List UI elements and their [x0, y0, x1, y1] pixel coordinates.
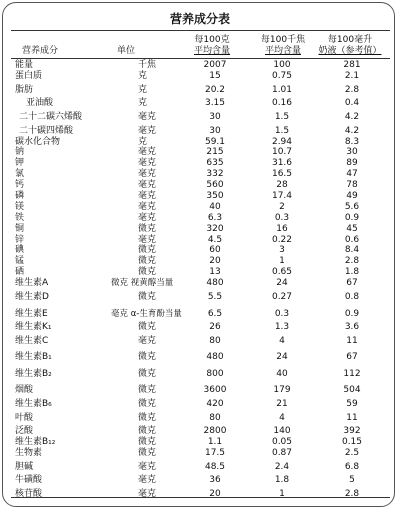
row-value-per-100kj: 24	[276, 352, 288, 363]
row-unit: 毫克 α-生育酚当量	[111, 308, 182, 319]
row-value-per-100ml: 0.9	[344, 308, 360, 319]
row-value-per-100ml: 0.15	[341, 437, 363, 448]
row-unit: 微克	[138, 437, 157, 448]
row-value-per-100ml: 2.5	[344, 448, 360, 459]
row-name: 铜	[15, 223, 25, 234]
row-value-per-100g: 20	[209, 256, 221, 267]
row-name: 碳水化合物	[15, 136, 61, 147]
row-value-per-100ml: 47	[346, 169, 358, 180]
row-value-per-100g: 5.5	[207, 292, 223, 303]
table-row	[11, 235, 390, 246]
row-value-per-100g: 48.5	[204, 461, 226, 472]
row-unit: 毫克	[138, 335, 157, 346]
row-name: 钾	[15, 158, 25, 169]
row-value-per-100kj: 40	[276, 368, 288, 379]
row-value-per-100kj: 16	[276, 223, 288, 234]
row-value-per-100g: 13	[209, 267, 221, 278]
row-value-per-100g: 30	[209, 125, 221, 136]
row-value-per-100kj: 0.27	[271, 292, 293, 303]
row-name: 维生素C	[15, 335, 49, 346]
row-name: 维生素B₆	[15, 398, 52, 409]
row-value-per-100kj: 140	[273, 426, 291, 437]
table-row	[11, 82, 390, 99]
row-value-per-100ml: 2.8	[344, 256, 360, 267]
row-value-per-100kj: 1.3	[274, 322, 290, 333]
table-row	[11, 306, 390, 323]
row-unit: 微克	[138, 267, 157, 278]
row-value-per-100ml: 67	[346, 352, 358, 363]
table-row	[11, 437, 390, 448]
row-value-per-100ml: 5	[349, 475, 355, 486]
row-name: 亚油酸	[26, 98, 54, 109]
row-unit: 毫克	[138, 201, 157, 212]
row-name: 维生素A	[15, 278, 49, 289]
row-value-per-100kj: 2.94	[271, 136, 293, 147]
row-unit: 克	[138, 136, 148, 147]
row-name: 碘	[15, 245, 25, 256]
row-value-per-100g: 4.5	[207, 234, 223, 245]
row-name: 泛酸	[15, 426, 34, 437]
row-unit: 毫克	[138, 158, 157, 169]
row-value-per-100g: 480	[206, 352, 224, 363]
row-unit: 毫克	[138, 234, 157, 245]
row-name: 牛磺酸	[15, 475, 43, 486]
table-body	[11, 60, 390, 503]
row-name: 叶酸	[15, 412, 34, 423]
row-value-per-100g: 332	[206, 169, 224, 180]
row-value-per-100g: 60	[209, 245, 221, 256]
row-value-per-100kj: 0.3	[274, 212, 290, 223]
row-name: 胆碱	[15, 461, 34, 472]
row-value-per-100ml: 4.2	[344, 125, 360, 136]
row-name: 维生素B₁	[15, 352, 52, 363]
header-unit: 单位	[117, 46, 136, 56]
row-unit: 克	[138, 98, 148, 109]
table-row	[11, 486, 390, 503]
row-value-per-100ml: 2.8	[344, 84, 360, 95]
table-row	[11, 202, 390, 213]
row-unit: 微克	[138, 292, 157, 303]
row-name: 锌	[15, 234, 25, 245]
row-unit: 微克	[138, 245, 157, 256]
row-value-per-100ml: 2.1	[344, 70, 360, 81]
table-row	[11, 126, 390, 137]
row-value-per-100ml: 6.8	[344, 461, 360, 472]
table-row	[11, 349, 390, 366]
row-unit: 毫克	[138, 169, 157, 180]
row-value-per-100kj: 2.4	[274, 461, 290, 472]
table-row	[11, 410, 390, 427]
row-value-per-100ml: 281	[343, 60, 361, 70]
row-value-per-100ml: 0.4	[344, 98, 360, 109]
row-name: 铁	[15, 212, 25, 223]
row-name: 生物素	[15, 448, 43, 459]
row-value-per-100ml: 4.2	[344, 112, 360, 123]
row-value-per-100g: 350	[206, 191, 224, 202]
row-name: 蛋白质	[15, 70, 43, 81]
row-value-per-100g: 2007	[203, 60, 227, 70]
row-unit: 微克	[138, 385, 157, 396]
table-row	[11, 158, 390, 169]
row-value-per-100kj: 4	[279, 335, 285, 346]
row-value-per-100g: 20	[209, 489, 221, 500]
row-unit: 微克	[138, 412, 157, 423]
table-row	[11, 169, 390, 180]
row-value-per-100kj: 1	[279, 256, 285, 267]
table-row	[11, 459, 390, 476]
row-name: 硒	[15, 267, 25, 278]
row-value-per-100ml: 392	[343, 426, 361, 437]
row-value-per-100ml: 2.8	[344, 489, 360, 500]
table-row	[11, 191, 390, 202]
row-value-per-100g: 6.3	[207, 212, 223, 223]
row-unit: 毫克	[138, 112, 157, 123]
row-unit: 微克	[138, 223, 157, 234]
row-value-per-100g: 80	[209, 335, 221, 346]
row-value-per-100kj: 2	[279, 201, 285, 212]
row-value-per-100g: 3600	[203, 385, 227, 396]
row-value-per-100ml: 30	[346, 147, 358, 158]
row-value-per-100g: 420	[206, 398, 224, 409]
row-value-per-100kj: 1.8	[274, 475, 290, 486]
row-value-per-100kj: 100	[273, 60, 291, 70]
row-value-per-100ml: 3.6	[344, 322, 360, 333]
row-value-per-100ml: 11	[346, 335, 358, 346]
row-value-per-100ml: 59	[346, 398, 358, 409]
table-row	[11, 278, 390, 289]
row-value-per-100kj: 1.01	[271, 84, 293, 95]
table-header	[0, 31, 400, 58]
row-value-per-100ml: 11	[346, 412, 358, 423]
row-value-per-100ml: 49	[346, 191, 358, 202]
row-unit: 微克	[138, 256, 157, 267]
row-value-per-100kj: 31.6	[271, 158, 293, 169]
row-value-per-100kj: 179	[273, 385, 291, 396]
header-per-100kj: 每100千焦 平均含量	[260, 35, 306, 56]
row-name: 烟酸	[15, 385, 34, 396]
table-row	[11, 180, 390, 191]
table-row	[11, 213, 390, 224]
header-name: 营养成分	[22, 46, 59, 56]
row-value-per-100g: 2800	[203, 426, 227, 437]
row-name: 磷	[15, 191, 25, 202]
table-row	[11, 333, 390, 350]
table-row	[11, 382, 390, 399]
row-value-per-100g: 320	[206, 223, 224, 234]
table-row	[11, 98, 390, 109]
header-per-100ml: 每100毫升 奶液（参考值）	[318, 35, 382, 56]
row-value-per-100g: 40	[209, 201, 221, 212]
row-value-per-100kj: 0.75	[271, 70, 293, 81]
row-unit: 毫克	[138, 180, 157, 191]
table-row	[11, 60, 390, 71]
row-name: 维生素K₁	[15, 322, 52, 333]
row-name: 维生素B₂	[15, 368, 52, 379]
row-value-per-100kj: 21	[276, 398, 288, 409]
table-row	[11, 245, 390, 256]
row-value-per-100g: 15	[209, 70, 221, 81]
row-value-per-100kj: 0.65	[271, 267, 293, 278]
row-value-per-100kj: 16.5	[271, 169, 293, 180]
table-row	[11, 322, 390, 333]
table-row	[11, 147, 390, 158]
row-unit: 克	[138, 84, 148, 95]
row-value-per-100ml: 0.8	[344, 292, 360, 303]
row-value-per-100g: 800	[206, 368, 224, 379]
header-per-100g: 每100克 平均含量	[193, 35, 230, 56]
row-name: 氯	[15, 169, 25, 180]
row-value-per-100kj: 0.22	[271, 234, 293, 245]
row-unit: 毫克	[138, 489, 157, 500]
row-value-per-100ml: 504	[343, 385, 361, 396]
header-rule	[11, 58, 390, 59]
row-value-per-100kj: 17.4	[271, 191, 293, 202]
table-row	[11, 137, 390, 148]
row-name: 脂肪	[15, 84, 34, 95]
row-value-per-100g: 30	[209, 112, 221, 123]
row-unit: 微克	[138, 352, 157, 363]
row-value-per-100ml: 89	[346, 158, 358, 169]
row-unit: 毫克	[138, 212, 157, 223]
row-value-per-100g: 560	[206, 180, 224, 191]
table-row	[11, 256, 390, 267]
row-unit: 千焦	[138, 60, 157, 70]
row-unit: 毫克	[138, 475, 157, 486]
row-value-per-100kj: 4	[279, 412, 285, 423]
row-value-per-100kj: 0.3	[274, 308, 290, 319]
row-value-per-100kj: 1	[279, 489, 285, 500]
table-row	[11, 448, 390, 459]
row-name: 钙	[15, 180, 25, 191]
row-value-per-100ml: 112	[343, 368, 361, 379]
row-value-per-100g: 3.15	[204, 98, 226, 109]
table-row	[11, 71, 390, 82]
table-row	[11, 475, 390, 486]
table-title: 营养成分表	[169, 12, 230, 26]
table-row	[11, 224, 390, 235]
row-value-per-100g: 635	[206, 158, 224, 169]
row-value-per-100g: 20.2	[204, 84, 226, 95]
row-value-per-100kj: 28	[276, 180, 288, 191]
row-name: 核苷酸	[15, 489, 43, 500]
table-row	[11, 399, 390, 410]
row-value-per-100ml: 78	[346, 180, 358, 191]
row-unit: 微克	[138, 448, 157, 459]
row-value-per-100g: 26	[209, 322, 221, 333]
table-row	[11, 267, 390, 278]
row-value-per-100g: 80	[209, 412, 221, 423]
row-value-per-100ml: 0.6	[344, 234, 360, 245]
row-value-per-100g: 6.5	[207, 308, 223, 319]
row-value-per-100ml: 67	[346, 278, 358, 289]
row-value-per-100kj: 10.7	[271, 147, 293, 158]
row-unit: 微克	[138, 322, 157, 333]
row-value-per-100g: 1.1	[207, 437, 223, 448]
row-name: 维生素E	[15, 308, 48, 319]
row-unit: 微克	[138, 368, 157, 379]
row-value-per-100ml: 1.8	[344, 267, 360, 278]
row-name: 锰	[15, 256, 25, 267]
row-unit: 毫克	[138, 147, 157, 158]
row-value-per-100ml: 8.4	[344, 245, 360, 256]
row-value-per-100g: 59.1	[204, 136, 226, 147]
row-value-per-100g: 17.5	[204, 448, 226, 459]
row-unit: 毫克	[138, 191, 157, 202]
row-name: 二十二碳六烯酸	[19, 112, 83, 123]
row-value-per-100ml: 8.3	[344, 136, 360, 147]
row-value-per-100ml: 5.6	[344, 201, 360, 212]
row-value-per-100g: 215	[206, 147, 224, 158]
row-name: 能量	[15, 60, 34, 70]
row-unit: 微克	[138, 426, 157, 437]
row-value-per-100kj: 0.87	[271, 448, 293, 459]
row-name: 镁	[15, 201, 25, 212]
row-unit: 克	[138, 70, 148, 81]
row-unit: 微克 视黄醇当量	[111, 278, 174, 289]
row-unit: 毫克	[138, 125, 157, 136]
row-value-per-100kj: 3	[279, 245, 285, 256]
table-row	[11, 366, 390, 383]
row-value-per-100g: 480	[206, 278, 224, 289]
table-row	[11, 289, 390, 306]
row-value-per-100g: 36	[209, 475, 221, 486]
row-name: 二十碳四烯酸	[19, 125, 74, 136]
row-value-per-100ml: 45	[346, 223, 358, 234]
row-value-per-100kj: 0.16	[271, 98, 293, 109]
bottom-rule	[11, 497, 390, 498]
row-value-per-100ml: 0.9	[344, 212, 360, 223]
table-row	[11, 426, 390, 437]
row-name: 钠	[15, 147, 25, 158]
row-value-per-100kj: 1.5	[274, 112, 290, 123]
table-row	[11, 109, 390, 126]
row-name: 维生素D	[15, 292, 49, 303]
row-unit: 微克	[138, 398, 157, 409]
row-value-per-100kj: 1.5	[274, 125, 290, 136]
row-value-per-100kj: 0.05	[271, 437, 293, 448]
row-value-per-100kj: 24	[276, 278, 288, 289]
row-name: 维生素B₁₂	[15, 437, 56, 448]
row-unit: 毫克	[138, 461, 157, 472]
